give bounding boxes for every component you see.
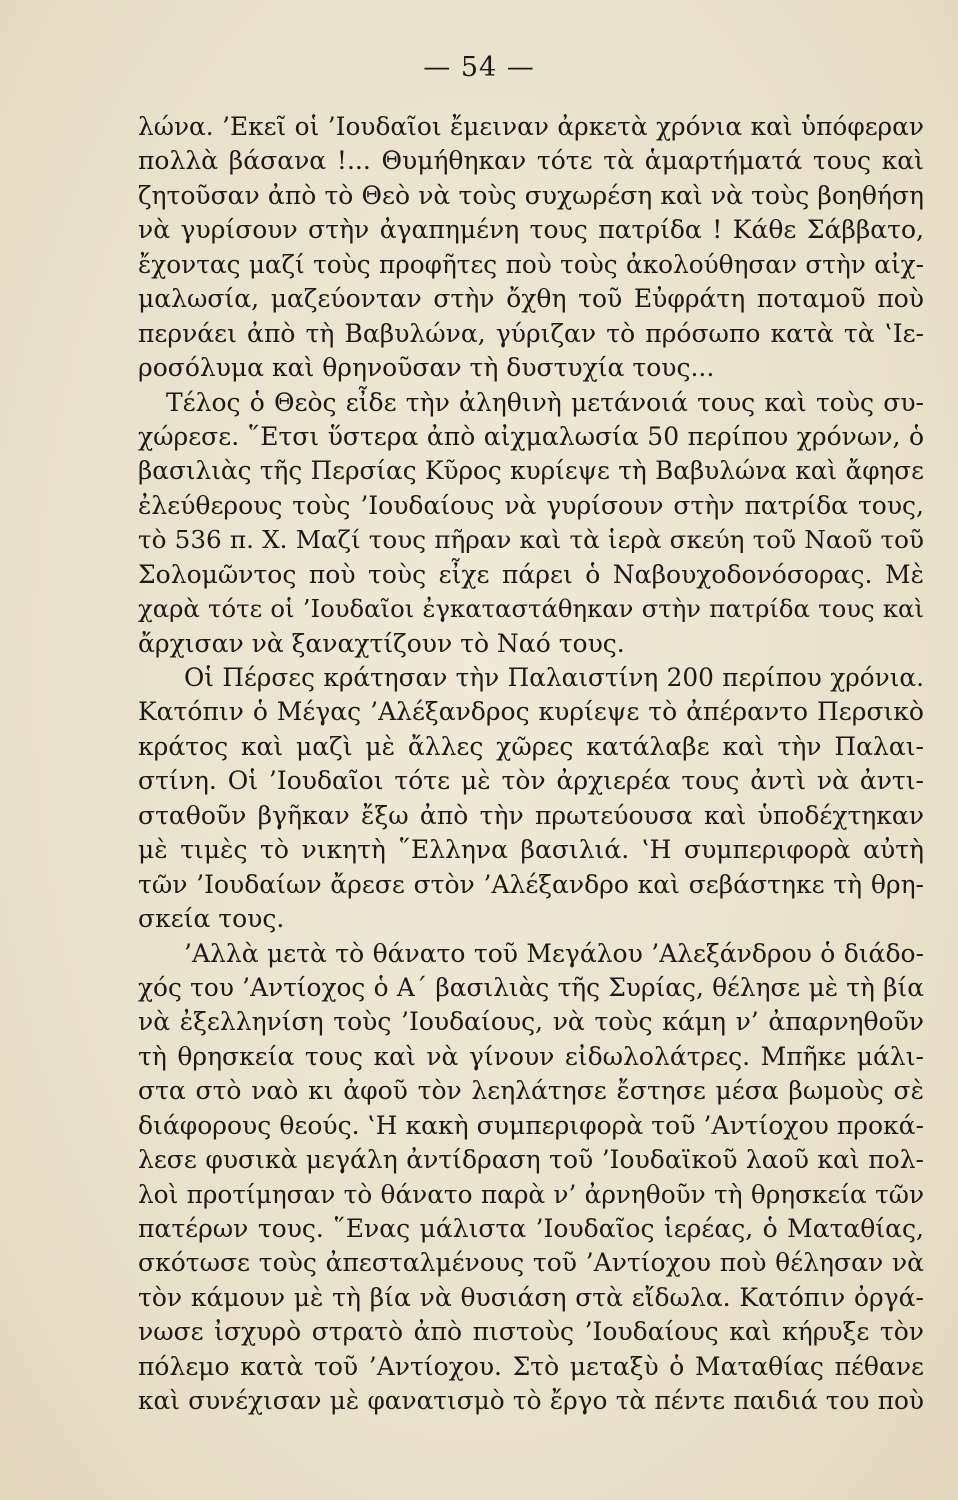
text-line: μὲ τιμὲς τὸ νικητὴ ῞Ελληνα βασιλιά. ‛Η συμπεριφορὰ αὐτὴ (138, 835, 924, 865)
text-line: σκότωσε τοὺς ἀπεσταλμένους τοῦ ’Αντίοχου ποὺ θέλησαν νὰ (138, 1248, 924, 1278)
text-line: νὰ γυρίσουν στὴν ἀγαπημένη τους πατρίδα ! Κάθε Σάββατο, (138, 215, 924, 245)
text-line: διάφορους θεούς. ‛Η κακὴ συμπεριφορὰ τοῦ ’Αντίοχου προκά- (138, 1110, 924, 1140)
text-line: μαλωσία, μαζεύονταν στὴν ὄχθη τοῦ Εὐφράτη ποταμοῦ ποὺ (138, 284, 924, 314)
text-line: ἔχοντας μαζί τοὺς προφῆτες ποὺ τοὺς ἀκολούθησαν στὴν αἰχ- (138, 249, 924, 279)
text-line: πατέρων τους. ῞Ενας μάλιστα ’Ιουδαῖος ἱερέας, ὁ Ματαθίας, (138, 1214, 924, 1243)
page-number: — 54 — (423, 52, 535, 83)
body-text (138, 110, 924, 1419)
text-line: καὶ συνέχισαν μὲ φανατισμὸ τὸ ἔργο τὰ πέντε παιδιά του ποὺ (138, 1386, 924, 1416)
text-line: νὰ ἐξελληνίση τοὺς ’Ιουδαίους, νὰ τοὺς κάμη ν’ ἀπαρνηθοῦν (138, 1007, 924, 1037)
text-line: τὴ θρησκεία τους καὶ νὰ γίνουν εἰδωλολάτρες. Μπῆκε μάλι- (138, 1041, 924, 1071)
text-line: πολλὰ βάσανα !... Θυμήθηκαν τότε τὰ ἁμαρτήματά τους καὶ (138, 146, 924, 176)
text-line: λεσε φυσικὰ μεγάλη ἀντίδραση τοῦ ’Ιουδαϊκοῦ λαοῦ καὶ πολ- (138, 1145, 924, 1175)
text-line: χαρὰ τότε οἱ ’Ιουδαῖοι ἐγκαταστάθηκαν στὴν πατρίδα τους καὶ (138, 594, 924, 624)
text-line: τὸ 536 π. Χ. Μαζί τους πῆραν καὶ τὰ ἱερὰ σκεύη τοῦ Ναοῦ τοῦ (138, 525, 924, 555)
text-line: βασιλιὰς τῆς Περσίας Κῦρος κυρίεψε τὴ Βαβυλώνα καὶ ἄφησε (138, 456, 924, 486)
paragraph-start-line: Οἱ Πέρσες κράτησαν τὴν Παλαιστίνη 200 περίπου χρόνια. (184, 663, 924, 692)
text-line: τὸν κάμουν μὲ τὴ βία νὰ θυσιάση στὰ εἴδωλα. Κατόπιν ὀργά- (138, 1282, 924, 1312)
text-line: τῶν ’Ιουδαίων ἄρεσε στὸν ’Αλέξανδρο καὶ σεβάστηκε τὴ θρη- (138, 869, 924, 899)
text-line: χώρεσε. ῞Ετσι ὕστερα ἀπὸ αἰχμαλωσία 50 περίπου χρόνων, ὁ (138, 421, 924, 451)
text-line: ἄρχισαν νὰ ξαναχτίζουν τὸ Ναό τους. (138, 628, 625, 658)
text-line: σταθοῦν βγῆκαν ἔξω ἀπὸ τὴν πρωτεύουσα καὶ ὑποδέχτηκαν (138, 800, 924, 830)
text-line: στίνη. Οἱ ’Ιουδαῖοι τότε μὲ τὸν ἀρχιερέα τους ἀντὶ νὰ ἀντι- (138, 766, 924, 796)
text-line: λοὶ προτίμησαν τὸ θάνατο παρὰ ν’ ἀρνηθοῦν τὴ θρησκεία τῶν (138, 1179, 924, 1209)
text-line: λώνα. ’Εκεῖ οἱ ’Ιουδαῖοι ἔμειναν ἀρκετὰ χρόνια καὶ ὑπόφεραν (138, 112, 924, 141)
text-line: Κατόπιν ὁ Μέγας ’Αλέξανδρος κυρίεψε τὸ ἀπέραντο Περσικὸ (138, 697, 924, 727)
text-line: στα στὸ ναὸ κι ἀφοῦ τὸν λεηλάτησε ἔστησε μέσα βωμοὺς σὲ (138, 1076, 924, 1106)
text-line: Σολομῶντος ποὺ τοὺς εἶχε πάρει ὁ Ναβουχοδονόσορας. Μὲ (138, 559, 924, 589)
text-line: ροσόλυμα καὶ θρηνοῦσαν τὴ δυστυχία τους... (138, 353, 715, 383)
text-line: σκεία τους. (138, 904, 285, 934)
text-line: ζητοῦσαν ἀπὸ τὸ Θεὸ νὰ τοὺς συχωρέση καὶ νὰ τοὺς βοηθήση (138, 180, 924, 210)
text-line: κράτος καὶ μαζὶ μὲ ἄλλες χῶρες κατάλαβε καὶ τὴν Παλαι- (138, 731, 924, 761)
paragraph-start-line: ’Αλλὰ μετὰ τὸ θάνατο τοῦ Μεγάλου ’Αλεξάνδρου ὁ διάδο- (184, 938, 924, 968)
text-line: περνάει ἀπὸ τὴ Βαβυλώνα, γύριζαν τὸ πρόσωπο κατὰ τὰ ‛Ιε- (138, 318, 924, 348)
text-line: ἐλεύθερους τοὺς ’Ιουδαίους νὰ γυρίσουν στὴν πατρίδα τους, (138, 490, 924, 520)
text-line: νωσε ἰσχυρὸ στρατὸ ἀπὸ πιστοὺς ’Ιουδαίους καὶ κήρυξε τὸν (138, 1317, 924, 1347)
text-line: χός του ’Αντίοχος ὁ Α΄ βασιλιὰς τῆς Συρίας, θέλησε μὲ τὴ βία (138, 972, 924, 1002)
text-line: πόλεμο κατὰ τοῦ ’Αντίοχου. Στὸ μεταξὺ ὁ Ματαθίας πέθανε (138, 1351, 924, 1381)
paragraph-start-line: Τέλος ὁ Θεὸς εἶδε τὴν ἀληθινὴ μετάνοιά τους καὶ τοὺς συ- (166, 387, 924, 417)
